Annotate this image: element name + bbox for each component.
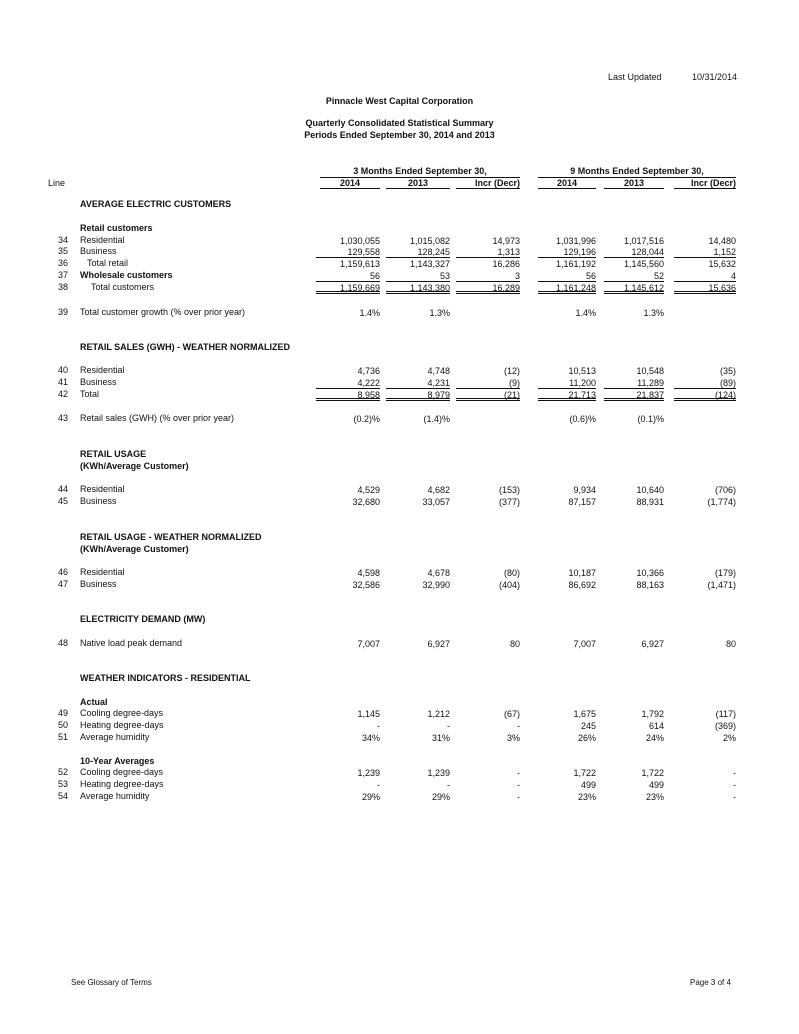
cell-3m-2013: 4,748 bbox=[427, 366, 450, 376]
table-row bbox=[0, 389, 799, 401]
company-name: Pinnacle West Capital Corporation bbox=[325, 96, 474, 106]
line-number: 39 bbox=[57, 307, 68, 317]
row-label: Business bbox=[80, 246, 117, 256]
row-label: Heating degree-days bbox=[80, 720, 164, 730]
line-number: 54 bbox=[57, 791, 68, 801]
cell-9m-incr: (1,774) bbox=[707, 497, 736, 507]
row-label: Average humidity bbox=[80, 732, 150, 742]
cell-3m-2014: 7,007 bbox=[357, 639, 380, 649]
cell-9m-incr: 80 bbox=[725, 639, 736, 649]
cell-9m-2013: 1,145,612 bbox=[604, 282, 664, 294]
cell-9m-2014: 7,007 bbox=[573, 639, 596, 649]
cell-3m-incr: (80) bbox=[503, 568, 520, 578]
cell-3m-2014: 4,736 bbox=[357, 366, 380, 376]
line-number: 44 bbox=[57, 484, 68, 494]
col-header-3m-2013: 2013 bbox=[386, 178, 450, 189]
cell-9m-2014: 87,157 bbox=[568, 497, 596, 507]
cell-3m-2014: 1,239 bbox=[357, 768, 380, 778]
glossary-note: See Glossary of Terms bbox=[71, 978, 152, 987]
cell-9m-incr: 4 bbox=[674, 270, 736, 282]
cell-9m-2013: 614 bbox=[648, 721, 664, 731]
cell-9m-2014: 499 bbox=[580, 780, 596, 790]
cell-9m-2013: 11,289 bbox=[604, 377, 664, 389]
col-header-9m-incr: Incr (Decr) bbox=[674, 178, 736, 189]
table-row bbox=[0, 720, 799, 732]
cell-9m-2013: 128,044 bbox=[604, 246, 664, 258]
cell-3m-incr: 80 bbox=[509, 639, 520, 649]
row-label: Residential bbox=[80, 235, 125, 245]
subsection-retail-customers: Retail customers bbox=[80, 223, 153, 233]
cell-9m-2014: 10,513 bbox=[568, 366, 596, 376]
cell-9m-incr: - bbox=[733, 780, 736, 790]
cell-3m-2013: 1,143,327 bbox=[409, 259, 450, 269]
group-header-3-months: 3 Months Ended September 30, bbox=[320, 166, 520, 178]
cell-3m-2013: 32,990 bbox=[422, 580, 450, 590]
section-electricity-demand: ELECTRICITY DEMAND (MW) bbox=[80, 614, 206, 624]
cell-9m-2014: 9,934 bbox=[573, 485, 596, 495]
cell-9m-incr: (179) bbox=[714, 568, 736, 578]
line-number: 40 bbox=[57, 365, 68, 375]
cell-3m-2013: 1,143,380 bbox=[386, 282, 450, 294]
cell-3m-2014: 129,558 bbox=[316, 246, 380, 258]
col-header-9m-2013: 2013 bbox=[604, 178, 664, 189]
cell-3m-2013: 4,682 bbox=[427, 485, 450, 495]
cell-9m-incr: - bbox=[733, 768, 736, 778]
row-label: Retail sales (GWH) (% over prior year) bbox=[80, 413, 235, 423]
cell-3m-2013: 4,678 bbox=[427, 568, 450, 578]
line-column-header: Line bbox=[48, 178, 66, 188]
cell-3m-2013: 1.3% bbox=[429, 308, 450, 318]
cell-3m-incr: - bbox=[517, 780, 520, 790]
row-label: Heating degree-days bbox=[80, 779, 164, 789]
table-row bbox=[0, 365, 799, 377]
last-updated-date: 10/31/2014 bbox=[692, 72, 738, 82]
table-row bbox=[0, 791, 799, 803]
section-weather-indicators: WEATHER INDICATORS - RESIDENTIAL bbox=[80, 673, 251, 683]
cell-9m-2013: 1,145,560 bbox=[623, 259, 664, 269]
cell-9m-incr bbox=[674, 413, 736, 425]
section-retail-usage-unit: (KWh/Average Customer) bbox=[80, 461, 189, 471]
line-number: 53 bbox=[57, 779, 68, 789]
cell-3m-incr: - bbox=[517, 792, 520, 802]
cell-9m-2013: 10,548 bbox=[636, 366, 664, 376]
row-label: Business bbox=[80, 496, 117, 506]
cell-9m-2013: (0.1)% bbox=[637, 414, 664, 424]
table-row bbox=[0, 708, 799, 720]
cell-9m-2014: 1,161,248 bbox=[538, 282, 596, 294]
table-row bbox=[0, 638, 799, 650]
line-number: 34 bbox=[57, 235, 68, 245]
line-number: 46 bbox=[57, 567, 68, 577]
cell-3m-2014: 29% bbox=[361, 792, 380, 802]
cell-3m-2014: 32,680 bbox=[352, 497, 380, 507]
cell-3m-incr: 14,973 bbox=[492, 236, 520, 246]
cell-9m-incr: (369) bbox=[714, 721, 736, 731]
cell-9m-2014: (0.6)% bbox=[569, 414, 596, 424]
cell-3m-2013: 33,057 bbox=[422, 497, 450, 507]
report-subtitle: Periods Ended September 30, 2014 and 2013 bbox=[304, 130, 495, 140]
cell-9m-2014: 1.4% bbox=[575, 308, 596, 318]
cell-3m-2014: 4,222 bbox=[316, 377, 380, 389]
cell-3m-incr: (404) bbox=[498, 580, 520, 590]
table-row bbox=[0, 307, 799, 319]
row-label: Total customer growth (% over prior year) bbox=[80, 307, 246, 317]
cell-9m-2014: 245 bbox=[580, 721, 596, 731]
row-label: Residential bbox=[80, 567, 125, 577]
line-number: 35 bbox=[57, 246, 68, 256]
cell-3m-incr bbox=[456, 413, 520, 425]
line-number: 50 bbox=[57, 720, 68, 730]
cell-9m-2014: 86,692 bbox=[568, 580, 596, 590]
row-label: Cooling degree-days bbox=[80, 708, 164, 718]
table-row bbox=[0, 282, 799, 294]
cell-9m-incr: 2% bbox=[722, 733, 736, 743]
cell-9m-incr: (117) bbox=[715, 709, 736, 719]
last-updated-label: Last Updated bbox=[608, 72, 662, 82]
cell-9m-incr: (35) bbox=[719, 366, 736, 376]
cell-3m-2013: 4,231 bbox=[386, 377, 450, 389]
col-header-3m-2014: 2014 bbox=[320, 178, 380, 189]
cell-3m-incr: (9) bbox=[456, 377, 520, 389]
row-label: Wholesale customers bbox=[80, 270, 173, 280]
cell-3m-2014: 4,598 bbox=[357, 568, 380, 578]
cell-9m-2013: 6,927 bbox=[641, 639, 664, 649]
cell-9m-incr: (124) bbox=[674, 389, 736, 401]
row-label: Residential bbox=[80, 365, 125, 375]
section-retail-usage: RETAIL USAGE bbox=[80, 449, 147, 459]
section-retail-usage-weather-normalized: RETAIL USAGE - WEATHER NORMALIZED bbox=[80, 532, 262, 542]
cell-9m-2013: 24% bbox=[645, 733, 664, 743]
line-number: 38 bbox=[57, 282, 68, 292]
cell-3m-incr: 3 bbox=[456, 270, 520, 282]
cell-3m-2014: 1,159,669 bbox=[316, 282, 380, 294]
col-header-9m-2014: 2014 bbox=[538, 178, 596, 189]
report-title: Quarterly Consolidated Statistical Summary bbox=[305, 118, 494, 128]
cell-3m-2013: 128,245 bbox=[386, 246, 450, 258]
cell-9m-2014: 1,722 bbox=[573, 768, 596, 778]
cell-3m-incr: - bbox=[517, 768, 520, 778]
cell-3m-2014: - bbox=[377, 780, 380, 790]
cell-3m-incr: (67) bbox=[503, 709, 520, 719]
cell-3m-incr: (12) bbox=[503, 366, 520, 376]
cell-3m-2014: 4,529 bbox=[357, 485, 380, 495]
cell-3m-2013: 8,979 bbox=[386, 389, 450, 401]
cell-3m-2013: 6,927 bbox=[427, 639, 450, 649]
cell-3m-2013: 31% bbox=[431, 733, 450, 743]
cell-3m-incr: (21) bbox=[456, 389, 520, 401]
cell-9m-2014: 21,713 bbox=[538, 389, 596, 401]
cell-3m-2014: - bbox=[377, 721, 380, 731]
cell-9m-2013: 21,837 bbox=[604, 389, 664, 401]
row-label: Business bbox=[80, 579, 117, 589]
page-number: Page 3 of 4 bbox=[690, 978, 731, 987]
line-number: 51 bbox=[57, 732, 68, 742]
cell-9m-incr: (706) bbox=[714, 485, 736, 495]
line-number: 52 bbox=[57, 767, 68, 777]
cell-3m-2013: 1,015,082 bbox=[409, 236, 450, 246]
table-row bbox=[0, 732, 799, 744]
cell-3m-incr: 3% bbox=[506, 733, 520, 743]
table-row bbox=[0, 779, 799, 791]
cell-3m-2014: 56 bbox=[316, 270, 380, 282]
table-row bbox=[0, 484, 799, 496]
cell-3m-2013: 1,212 bbox=[427, 709, 450, 719]
cell-3m-incr: 16,289 bbox=[456, 282, 520, 294]
cell-9m-2013: 1,792 bbox=[641, 709, 664, 719]
table-row bbox=[0, 567, 799, 579]
cell-9m-2014: 10,187 bbox=[568, 568, 596, 578]
group-header-9-months: 9 Months Ended September 30, bbox=[538, 166, 736, 178]
row-label: Total retail bbox=[87, 258, 129, 268]
cell-9m-2013: 10,640 bbox=[636, 485, 664, 495]
cell-9m-incr: 1,152 bbox=[674, 246, 736, 258]
line-number: 36 bbox=[57, 258, 68, 268]
cell-3m-2013: - bbox=[447, 780, 450, 790]
row-label: Average humidity bbox=[80, 791, 150, 801]
cell-3m-2013: 29% bbox=[431, 792, 450, 802]
cell-9m-incr: - bbox=[733, 792, 736, 802]
table-row bbox=[0, 413, 799, 425]
cell-3m-incr: - bbox=[517, 721, 520, 731]
cell-9m-incr: 15,632 bbox=[708, 259, 736, 269]
cell-9m-incr bbox=[674, 307, 736, 319]
cell-9m-2013: 1,017,516 bbox=[623, 236, 664, 246]
cell-9m-2013: 52 bbox=[604, 270, 664, 282]
cell-3m-2013: (1.4)% bbox=[423, 414, 450, 424]
cell-9m-2013: 88,163 bbox=[636, 580, 664, 590]
cell-3m-2013: 1,239 bbox=[427, 768, 450, 778]
cell-9m-incr: (89) bbox=[674, 377, 736, 389]
cell-9m-2013: 1,722 bbox=[641, 768, 664, 778]
line-number: 45 bbox=[57, 496, 68, 506]
subsection-actual: Actual bbox=[80, 697, 108, 707]
cell-3m-2014: 32,586 bbox=[352, 580, 380, 590]
cell-9m-2014: 23% bbox=[577, 792, 596, 802]
line-number: 41 bbox=[57, 377, 68, 387]
line-number: 47 bbox=[57, 579, 68, 589]
cell-3m-2013: 53 bbox=[386, 270, 450, 282]
cell-3m-2014: 1,159,613 bbox=[339, 259, 380, 269]
cell-3m-2013: - bbox=[447, 721, 450, 731]
cell-9m-2013: 1.3% bbox=[643, 308, 664, 318]
section-retail-usage-wn-unit: (KWh/Average Customer) bbox=[80, 544, 189, 554]
cell-3m-2014: 1,030,055 bbox=[339, 236, 380, 246]
table-row bbox=[0, 579, 799, 591]
line-number: 43 bbox=[57, 413, 68, 423]
row-label: Total bbox=[80, 389, 100, 399]
cell-3m-incr bbox=[456, 307, 520, 319]
table-row bbox=[0, 767, 799, 779]
cell-9m-2014: 56 bbox=[538, 270, 596, 282]
line-number: 42 bbox=[57, 389, 68, 399]
cell-3m-incr: (377) bbox=[498, 497, 520, 507]
cell-9m-2013: 23% bbox=[645, 792, 664, 802]
line-number: 37 bbox=[57, 270, 68, 280]
subsection-10-year-averages: 10-Year Averages bbox=[80, 756, 155, 766]
cell-9m-2013: 10,366 bbox=[636, 568, 664, 578]
table-row bbox=[0, 270, 799, 282]
row-label: Cooling degree-days bbox=[80, 767, 164, 777]
table-row bbox=[0, 258, 799, 270]
row-label: Business bbox=[80, 377, 117, 387]
cell-9m-incr: 14,480 bbox=[708, 236, 736, 246]
cell-9m-2014: 1,031,996 bbox=[555, 236, 596, 246]
row-label: Residential bbox=[80, 484, 125, 494]
cell-3m-2014: (0.2)% bbox=[353, 414, 380, 424]
cell-9m-2013: 88,931 bbox=[636, 497, 664, 507]
cell-3m-2014: 8,958 bbox=[316, 389, 380, 401]
cell-3m-2014: 34% bbox=[361, 733, 380, 743]
cell-3m-incr: 1,313 bbox=[456, 246, 520, 258]
table-row bbox=[0, 496, 799, 508]
cell-9m-2014: 1,161,192 bbox=[555, 259, 596, 269]
cell-9m-2013: 499 bbox=[648, 780, 664, 790]
cell-3m-2014: 1,145 bbox=[357, 709, 380, 719]
cell-9m-2014: 11,200 bbox=[538, 377, 596, 389]
cell-9m-incr: 15,636 bbox=[674, 282, 736, 294]
cell-3m-2014: 1.4% bbox=[359, 308, 380, 318]
row-label: Native load peak demand bbox=[80, 638, 183, 648]
cell-3m-incr: 16,286 bbox=[492, 259, 520, 269]
line-number: 49 bbox=[57, 708, 68, 718]
cell-9m-2014: 129,196 bbox=[538, 246, 596, 258]
col-header-3m-incr: Incr (Decr) bbox=[456, 178, 520, 189]
cell-3m-incr: (153) bbox=[498, 485, 520, 495]
table-row bbox=[0, 246, 799, 258]
cell-9m-2014: 1,675 bbox=[573, 709, 596, 719]
cell-9m-incr: (1,471) bbox=[707, 580, 736, 590]
section-retail-sales-weather-normalized: RETAIL SALES (GWH) - WEATHER NORMALIZED bbox=[80, 342, 290, 352]
row-label: Total customers bbox=[91, 282, 155, 292]
cell-9m-2014: 26% bbox=[577, 733, 596, 743]
line-number: 48 bbox=[57, 638, 68, 648]
table-row bbox=[0, 377, 799, 389]
section-average-electric-customers: AVERAGE ELECTRIC CUSTOMERS bbox=[80, 199, 232, 209]
